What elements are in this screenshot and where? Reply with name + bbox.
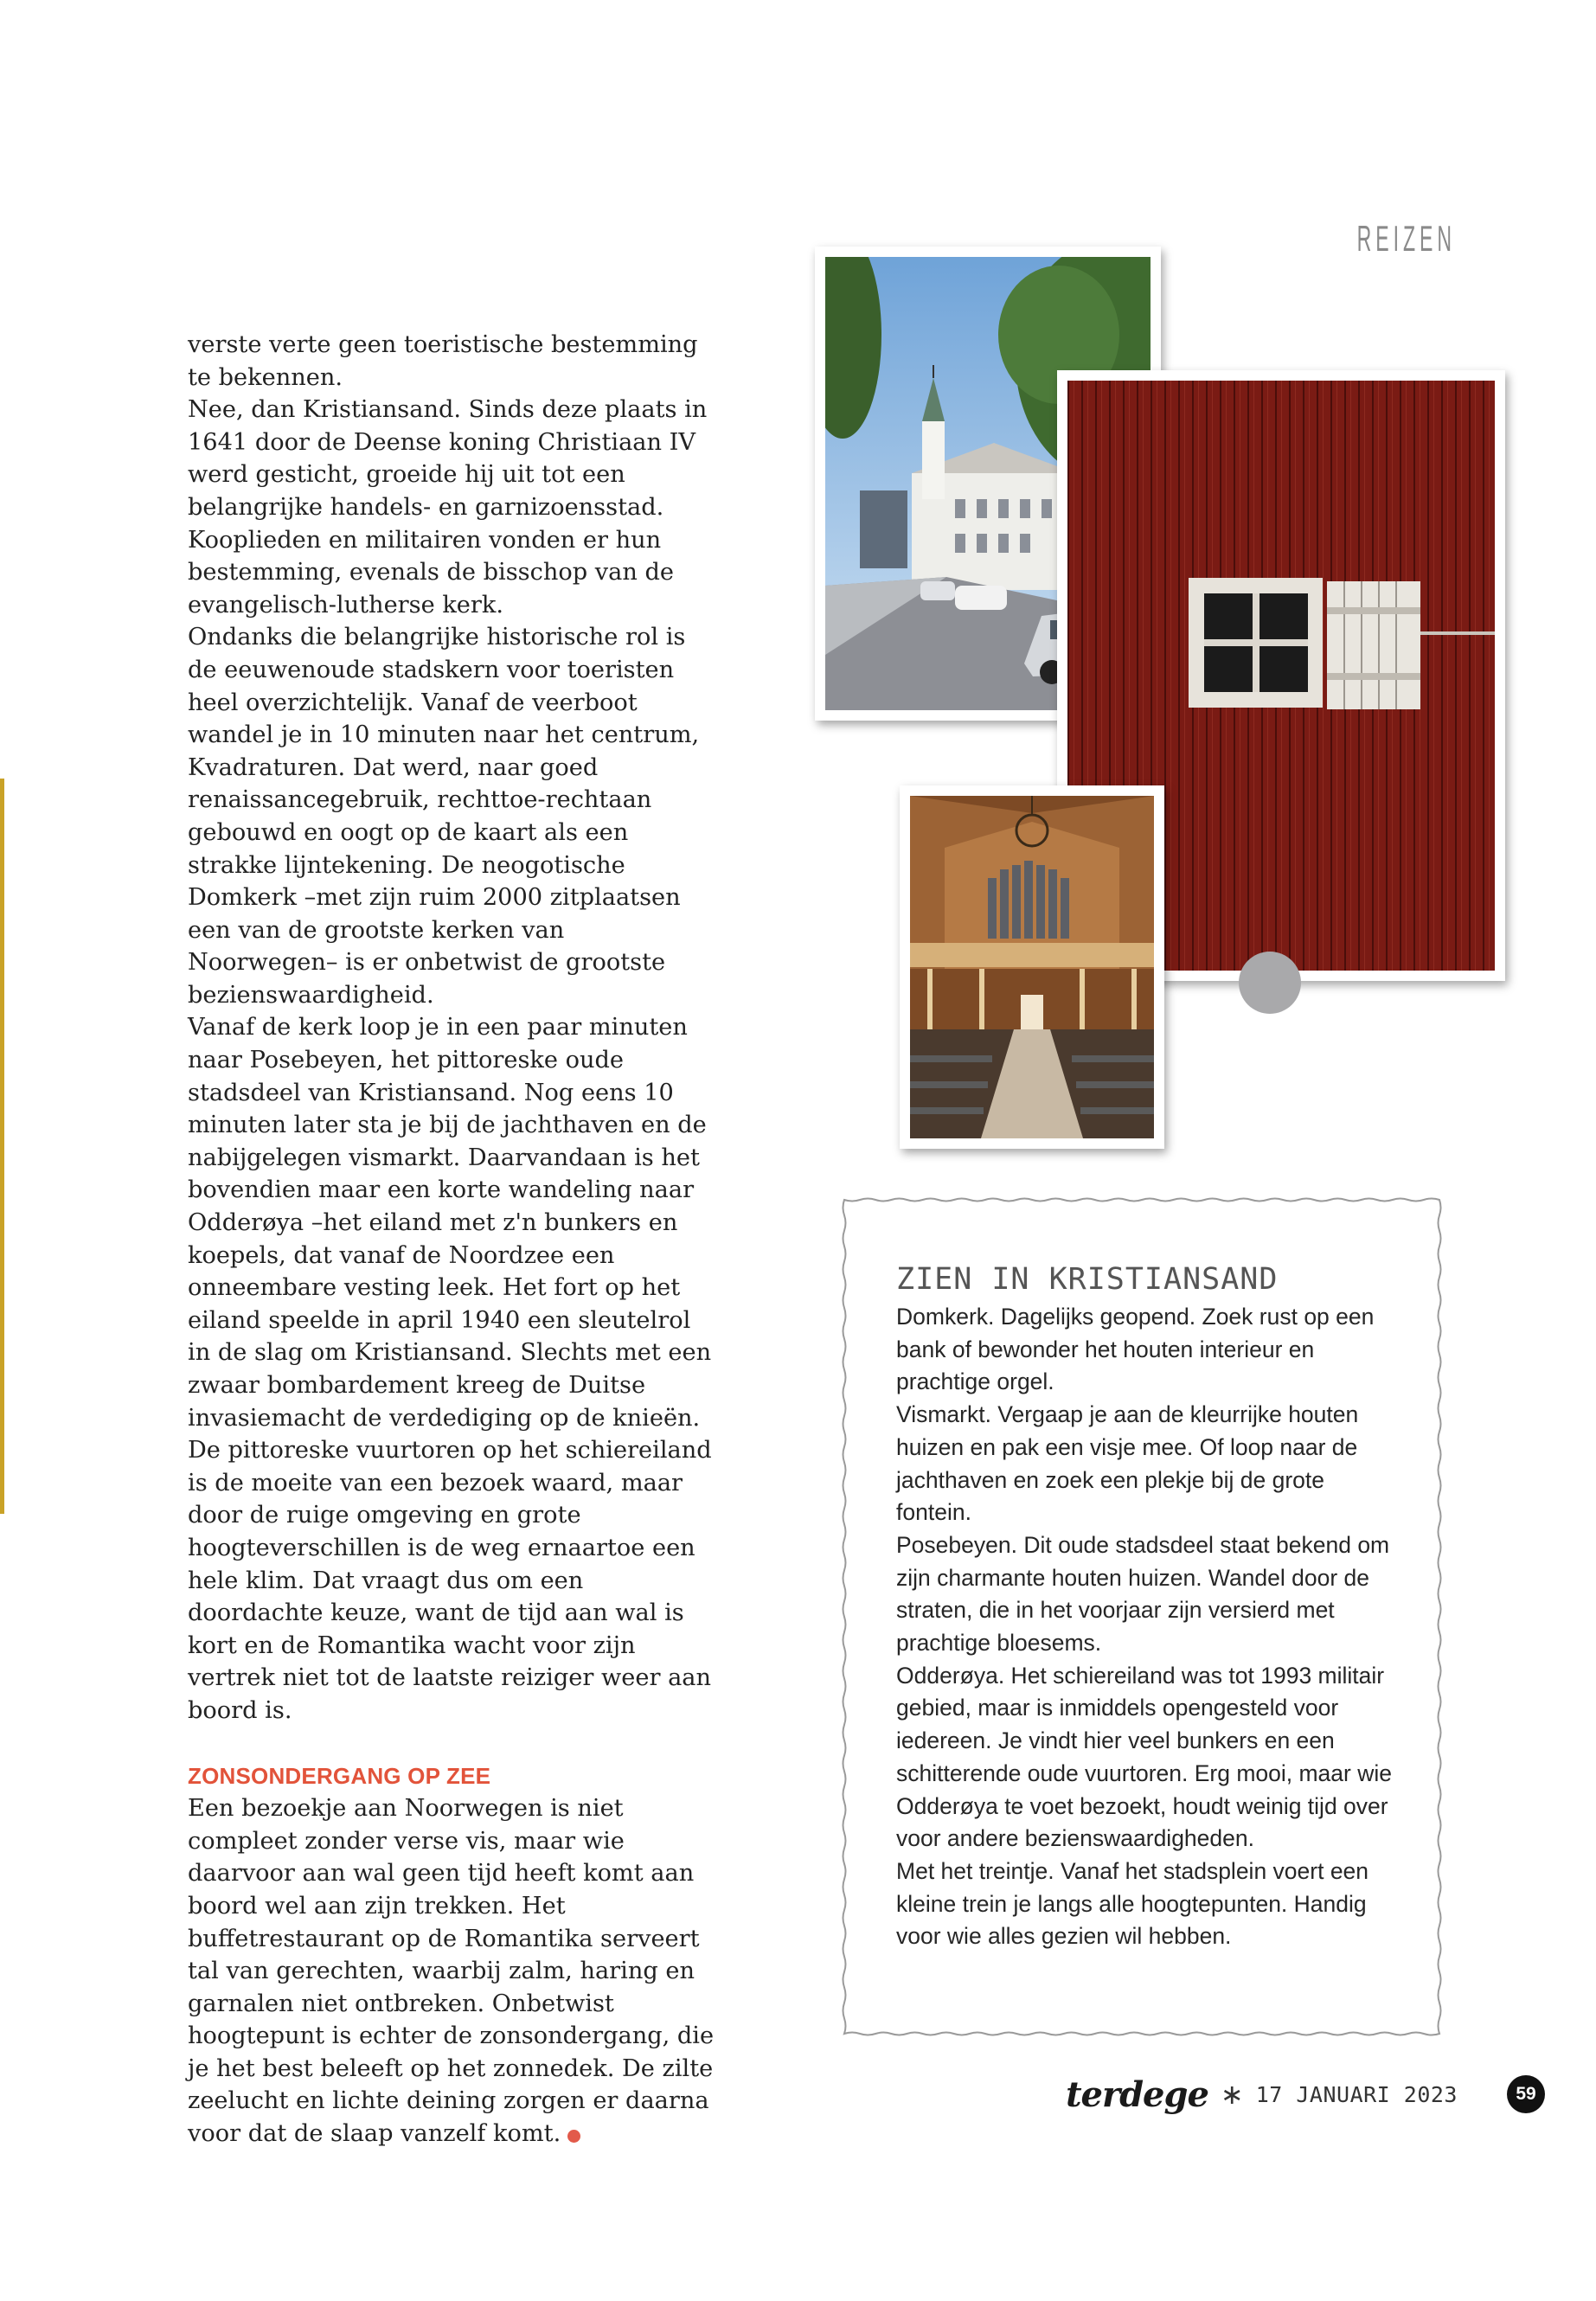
decorative-circle: [1239, 952, 1301, 1014]
article-paragraph: verste verte geen toeristische bestemming te bekennen.: [188, 331, 698, 391]
church-interior-image: [910, 796, 1154, 1138]
article-paragraph: De pittoreske vuurtoren op het schiereiland is de moeite van een bezoek waard, maar door de ruige omgeving en grote hoogteverschillen is de weg ernaartoe een hele klim. Dat vraagt dus om een doordachte keuze, want de tijd aan wal is kort en de Romantika wacht voor zijn vertrek niet tot de laatste reiziger weer aan boord is.: [188, 1437, 712, 1724]
sidebar-item: Odderøya. Het schiereiland was tot 1993 militair gebied, maar is inmiddels opengesteld voor iedereen. Je vindt hier veel bunkers en een schitterende oude vuurtoren. Erg mooi, maar wie Odderøya te voet bezoekt, houdt weinig tijd over voor andere bezienswaardigheden.: [896, 1662, 1392, 1852]
page-footer: [1066, 2070, 1458, 2118]
photo-church-interior: [900, 785, 1164, 1149]
end-mark-icon: [567, 2130, 580, 2143]
sidebar-title: ZIEN IN KRISTIANSAND: [896, 1262, 1279, 1297]
article-paragraph: Vanaf de kerk loop je in een paar minuten naar Posebeyen, het pittoreske oude stadsdeel van Kristiansand. Nog eens 10 minuten later sta je bij de jachthaven en de nabijgelegen vismarkt. Daarvandaan is het bovendien maar een korte wandeling naar Odderøya –het eiland met z'n bunkers en koepels, dat vanaf de Noordzee een onneembare vesting leek. Het fort op het eiland speelde in april 1940 een sleutelrol in de slag om Kristiansand. Slechts met een zwaar bombardement kreeg de Duitse invasiemacht de verdediging op de knieën.: [188, 1014, 712, 1432]
article-subheading: ZONSONDERGANG OP ZEE: [188, 1762, 491, 1789]
sidebar-content: [896, 1259, 1398, 1953]
magazine-brand: terdege: [1066, 2073, 1208, 2115]
closing-text: Een bezoekje aan Noorwegen is niet compleet zonder verse vis, maar wie daarvoor aan wal geen tijd heeft komt aan boord wel aan zijn trekken. Het buffetrestaurant op de Romantika serveert tal van gerechten, waarbij zalm, haring en garnalen niet ontbreken. Onbetwist hoogtepunt is echter de zonsondergang, die je het best beleeft op het zonnedek. De zilte zeelucht en lichte deining zorgen er daarna voor dat de slaap vanzelf komt.: [188, 1795, 715, 2148]
page-number: 59: [1507, 2075, 1545, 2113]
separator-star-icon: ∗: [1220, 2078, 1244, 2111]
section-label: REIZEN: [1356, 218, 1456, 259]
sidebar-item: Posebeyen. Dit oude stadsdeel staat bekend om zijn charmante houten huizen. Wandel door de straten, die in het voorjaar zijn versierd met prachtige bloesems.: [896, 1531, 1390, 1657]
article-paragraph: Nee, dan Kristiansand. Sinds deze plaats in 1641 door de Deense koning Christiaan IV werd gesticht, groeide hij uit tot een belangrijke handels- en garnizoensstad. Kooplieden en militairen vonden er hun bestemming, evenals de bisschop van de evangelisch-lutherse kerk.: [188, 396, 708, 619]
sidebar-item: Met het treintje. Vanaf het stadsplein voert een kleine trein je langs alle hoogtepunten. Handig voor wie alles gezien wil hebben.: [896, 1857, 1369, 1950]
article-closing-paragraph: [188, 1792, 720, 2150]
issue-date: 17 JANUARI 2023: [1255, 2081, 1458, 2107]
article-column: [188, 329, 720, 2150]
article-paragraph: Ondanks die belangrijke historische rol is de eeuwenoude stadskern voor toeristen heel overzichtelijk. Vanaf de veerboot wandel je in 10 minuten naar het centrum, Kvadraturen. Dat werd, naar goed renaissancegebruik, rechttoe-rechtaan gebouwd en oogt op de kaart als een strakke lijntekening. De neogotische Domkerk –met zijn ruim 2000 zitplaatsen een van de grootste kerken van Noorwegen– is er onbetwist de grootste bezienswaardigheid.: [188, 624, 700, 1009]
sidebar-item: Domkerk. Dagelijks geopend. Zoek rust op een bank of bewonder het houten interieur en prachtige orgel.: [896, 1304, 1375, 1395]
left-edge-accent: [0, 779, 4, 1514]
sidebar-box: [839, 1195, 1445, 2039]
sidebar-item: Vismarkt. Vergaap je aan de kleurrijke houten huizen en pak een visje mee. Of loop naar de jachthaven en zoek een plekje bij de grote fontein.: [896, 1401, 1359, 1526]
